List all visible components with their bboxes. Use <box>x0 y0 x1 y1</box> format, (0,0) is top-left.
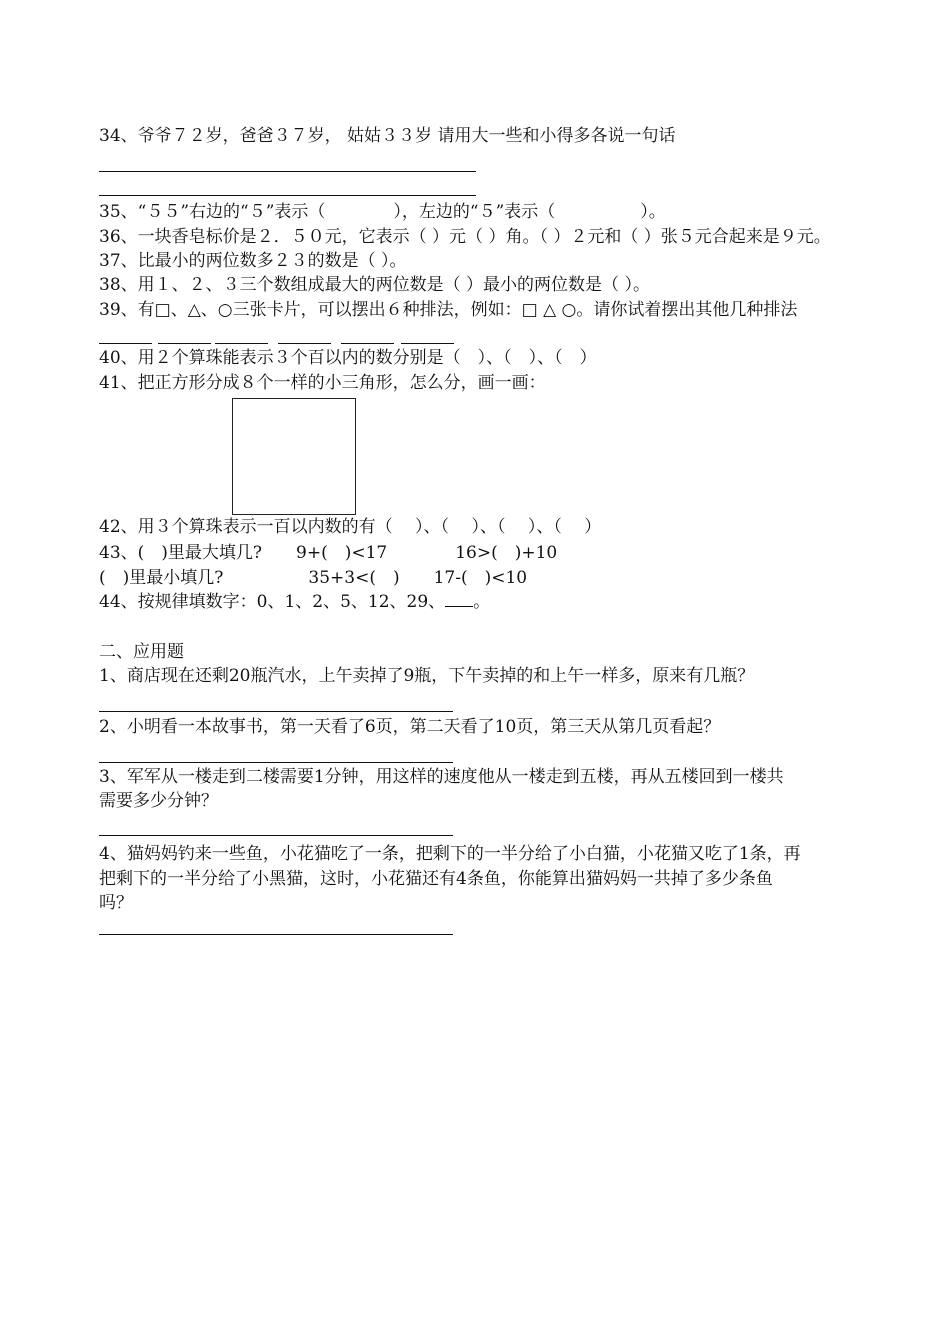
question-42: 42、用３个算珠表示一百以内数的有（ ）、（ ）、（ ）、（ ） <box>99 517 602 537</box>
problem-1: 1、商店现在还剩20瓶汽水，上午卖掉了9瓶，下午卖掉的和上午一样多，原来有几瓶？ <box>99 666 755 686</box>
question-44 <box>99 591 490 613</box>
question-35: 35、“５５”右边的“５”表示（ ），左边的“５”表示（ ）。 <box>99 202 666 222</box>
question-40: 40、用２个算珠能表示３个百以内的数分别是（ ）、（ ）、（ ） <box>99 348 597 368</box>
question-37: 37、比最小的两位数多２３的数是（ ）。 <box>99 251 407 271</box>
question-43-part2: ( )里最小填几? 35+3<( ) 17-( )<10 <box>99 568 528 588</box>
question-34: 34、爷爷７２岁，爸爸３７岁， 姑姑３３岁 请用大一些和小得多各说一句话 <box>99 126 676 146</box>
question-44-text: 44、按规律填数字：0、1、2、5、12、29、 <box>99 592 446 612</box>
answer-line <box>99 171 476 172</box>
section-title: 二、应用题 <box>99 642 184 662</box>
answer-blank <box>278 343 331 344</box>
answer-blank <box>445 606 473 607</box>
answer-line <box>99 762 453 763</box>
question-44-end: 。 <box>473 592 491 612</box>
answer-blank <box>215 343 268 344</box>
answer-line <box>99 835 453 836</box>
answer-line <box>99 934 453 935</box>
question-36: 36、一块香皂标价是２．５０元，它表示（ ）元（ ）角。（ ）２元和（ ）张５元合起来是９元。 <box>99 227 831 247</box>
problem-4: 4、猫妈妈钓来一些鱼，小花猫吃了一条，把剩下的一半分给了小白猫，小花猫又吃了1条，再 <box>99 844 801 864</box>
question-38: 38、用１、２、３三个数组成最大的两位数是（ ）最小的两位数是（ ）。 <box>99 275 650 295</box>
drawing-square <box>232 398 356 515</box>
answer-blank <box>401 343 454 344</box>
answer-blank <box>341 343 394 344</box>
problem-4-cont: 把剩下的一半分给了小黑猫，这时，小花猫还有4条鱼，你能算出猫妈妈一共掉了多少条鱼 <box>99 869 773 889</box>
problem-2: 2、小明看一本故事书，第一天看了6页，第二天看了10页，第三天从第几页看起？ <box>99 717 721 737</box>
problem-3-cont: 需要多少分钟？ <box>99 791 218 811</box>
question-41: 41、把正方形分成８个一样的小三角形，怎么分，画一画： <box>99 373 546 393</box>
problem-4-end: 吗？ <box>99 893 133 913</box>
answer-blank <box>99 343 152 344</box>
question-39: 39、有□、△、○三张卡片，可以摆出６种排法，例如：□ △ ○。请你试着摆出其他几种排法 <box>99 300 798 320</box>
problem-3: 3、军军从一楼走到二楼需要1分钟，用这样的速度他从一楼走到五楼，再从五楼回到一楼共 <box>99 767 784 787</box>
answer-line <box>99 195 476 196</box>
answer-line <box>99 711 453 712</box>
question-43: 43、( )里最大填几? 9+( )<17 16>( )+10 <box>99 543 558 563</box>
answer-blank <box>158 343 211 344</box>
